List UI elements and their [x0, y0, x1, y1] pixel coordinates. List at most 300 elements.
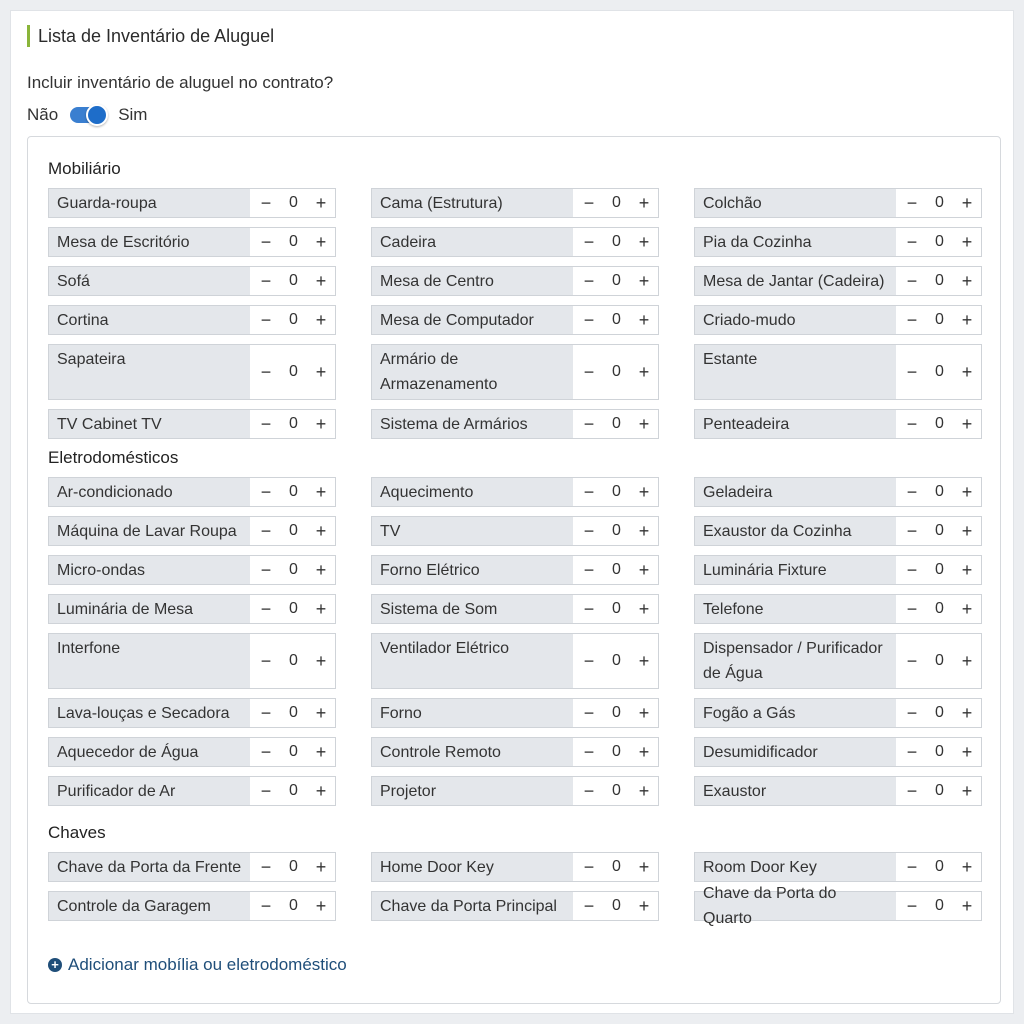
inventory-item — [694, 188, 982, 218]
quantity-stepper — [250, 345, 335, 399]
quantity-stepper — [896, 478, 981, 506]
decrement-button[interactable]: − — [906, 559, 918, 580]
decrement-button[interactable]: − — [906, 520, 918, 541]
decrement-button[interactable]: − — [583, 520, 595, 541]
inventory-panel — [27, 136, 1001, 1004]
quantity-value[interactable]: 0 — [612, 600, 621, 617]
inventory-item — [371, 852, 659, 882]
quantity-stepper — [250, 478, 335, 506]
decrement-button[interactable]: − — [906, 741, 918, 762]
inventory-item — [694, 409, 982, 439]
increment-button[interactable]: + — [961, 192, 973, 213]
item-label: Sistema de Som — [372, 595, 573, 623]
quantity-value[interactable]: 0 — [612, 311, 621, 328]
quantity-value[interactable]: 0 — [289, 311, 298, 328]
quantity-stepper — [250, 556, 335, 584]
toggle-knob[interactable] — [86, 104, 108, 126]
decrement-button[interactable]: − — [583, 559, 595, 580]
quantity-stepper — [250, 595, 335, 623]
increment-button[interactable]: + — [315, 559, 327, 580]
decrement-button[interactable]: − — [260, 702, 272, 723]
increment-button[interactable]: + — [638, 192, 650, 213]
inventory-item — [48, 477, 336, 507]
quantity-value[interactable]: 0 — [935, 743, 944, 760]
inventory-item — [48, 891, 336, 921]
quantity-stepper — [896, 410, 981, 438]
decrement-button[interactable]: − — [583, 650, 595, 671]
section-title-keys: Chaves — [48, 823, 106, 842]
increment-button[interactable]: + — [638, 413, 650, 434]
increment-button[interactable]: + — [315, 741, 327, 762]
increment-button[interactable]: + — [961, 481, 973, 502]
inventory-item — [371, 698, 659, 728]
quantity-stepper — [896, 853, 981, 881]
decrement-button[interactable]: − — [906, 231, 918, 252]
item-label: Forno — [372, 699, 573, 727]
decrement-button[interactable]: − — [260, 780, 272, 801]
inventory-item — [371, 891, 659, 921]
quantity-stepper — [896, 699, 981, 727]
quantity-stepper — [250, 410, 335, 438]
item-label: Cadeira — [372, 228, 573, 256]
decrement-button[interactable]: − — [583, 270, 595, 291]
item-label: Controle Remoto — [372, 738, 573, 766]
quantity-value[interactable]: 0 — [612, 858, 621, 875]
increment-button[interactable]: + — [315, 192, 327, 213]
increment-button[interactable]: + — [315, 598, 327, 619]
increment-button[interactable]: + — [961, 361, 973, 382]
quantity-value[interactable]: 0 — [289, 858, 298, 875]
item-label: Armário de Armazenamento — [372, 345, 573, 399]
item-label: Forno Elétrico — [372, 556, 573, 584]
decrement-button[interactable]: − — [583, 192, 595, 213]
increment-button[interactable]: + — [961, 598, 973, 619]
decrement-button[interactable]: − — [906, 650, 918, 671]
item-label: Exaustor da Cozinha — [695, 517, 896, 545]
decrement-button[interactable]: − — [583, 702, 595, 723]
decrement-button[interactable]: − — [260, 309, 272, 330]
increment-button[interactable]: + — [638, 780, 650, 801]
item-label: Desumidificador — [695, 738, 896, 766]
inventory-item — [48, 633, 336, 689]
decrement-button[interactable]: − — [260, 856, 272, 877]
increment-button[interactable]: + — [638, 702, 650, 723]
decrement-button[interactable]: − — [260, 361, 272, 382]
item-label: Home Door Key — [372, 853, 573, 881]
item-label: TV — [372, 517, 573, 545]
inventory-item — [371, 776, 659, 806]
quantity-stepper — [573, 517, 658, 545]
quantity-stepper — [573, 634, 658, 688]
item-label: Colchão — [695, 189, 896, 217]
item-label: Luminária Fixture — [695, 556, 896, 584]
quantity-stepper — [250, 738, 335, 766]
inventory-item — [371, 266, 659, 296]
decrement-button[interactable]: − — [583, 598, 595, 619]
decrement-button[interactable]: − — [260, 192, 272, 213]
quantity-value[interactable]: 0 — [612, 897, 621, 914]
item-label: Lava-louças e Secadora — [49, 699, 250, 727]
include-question: Incluir inventário de aluguel no contrato? — [27, 73, 334, 92]
quantity-stepper — [250, 267, 335, 295]
quantity-stepper — [896, 738, 981, 766]
item-label: Geladeira — [695, 478, 896, 506]
quantity-stepper — [896, 306, 981, 334]
quantity-stepper — [573, 478, 658, 506]
quantity-stepper — [250, 892, 335, 920]
add-item-label: Adicionar mobília ou eletrodoméstico — [68, 955, 347, 974]
inventory-item — [48, 344, 336, 400]
inventory-item — [371, 555, 659, 585]
increment-button[interactable]: + — [961, 231, 973, 252]
quantity-value[interactable]: 0 — [289, 561, 298, 578]
quantity-value[interactable]: 0 — [289, 652, 298, 669]
quantity-stepper — [896, 556, 981, 584]
decrement-button[interactable]: − — [260, 231, 272, 252]
increment-button[interactable]: + — [638, 309, 650, 330]
decrement-button[interactable]: − — [906, 856, 918, 877]
item-label: Sapateira — [49, 345, 250, 399]
decrement-button[interactable]: − — [583, 361, 595, 382]
increment-button[interactable]: + — [638, 520, 650, 541]
decrement-button[interactable]: − — [260, 413, 272, 434]
item-label: Aquecimento — [372, 478, 573, 506]
decrement-button[interactable]: − — [906, 361, 918, 382]
quantity-value[interactable]: 0 — [935, 704, 944, 721]
furniture-grid — [48, 188, 982, 439]
quantity-stepper — [896, 634, 981, 688]
inventory-item — [48, 737, 336, 767]
include-toggle-row — [27, 103, 147, 127]
quantity-value[interactable]: 0 — [935, 600, 944, 617]
item-label: Mesa de Jantar (Cadeira) — [695, 267, 896, 295]
section-title-furniture: Mobiliário — [48, 159, 121, 178]
item-label: Chave da Porta da Frente — [49, 853, 250, 881]
inventory-item — [694, 227, 982, 257]
quantity-stepper — [573, 410, 658, 438]
quantity-stepper — [573, 189, 658, 217]
decrement-button[interactable]: − — [583, 309, 595, 330]
include-toggle[interactable] — [70, 107, 106, 123]
increment-button[interactable]: + — [638, 231, 650, 252]
quantity-value[interactable]: 0 — [289, 483, 298, 500]
increment-button[interactable]: + — [961, 413, 973, 434]
quantity-value[interactable]: 0 — [935, 522, 944, 539]
inventory-item — [371, 594, 659, 624]
inventory-item — [694, 633, 982, 689]
inventory-item — [48, 516, 336, 546]
add-item-link[interactable] — [48, 955, 347, 975]
quantity-stepper — [896, 595, 981, 623]
increment-button[interactable]: + — [638, 650, 650, 671]
increment-button[interactable]: + — [638, 481, 650, 502]
quantity-stepper — [250, 306, 335, 334]
quantity-stepper — [573, 595, 658, 623]
decrement-button[interactable]: − — [260, 598, 272, 619]
increment-button[interactable]: + — [638, 361, 650, 382]
inventory-item — [694, 852, 982, 882]
inventory-item — [371, 409, 659, 439]
quantity-value[interactable]: 0 — [935, 897, 944, 914]
increment-button[interactable]: + — [315, 481, 327, 502]
quantity-value[interactable]: 0 — [935, 363, 944, 380]
decrement-button[interactable]: − — [260, 520, 272, 541]
quantity-stepper — [250, 853, 335, 881]
increment-button[interactable]: + — [961, 309, 973, 330]
item-label: Sistema de Armários — [372, 410, 573, 438]
decrement-button[interactable]: − — [906, 413, 918, 434]
quantity-value[interactable]: 0 — [289, 782, 298, 799]
inventory-item — [48, 698, 336, 728]
increment-button[interactable]: + — [638, 895, 650, 916]
increment-button[interactable]: + — [315, 780, 327, 801]
quantity-value[interactable]: 0 — [935, 858, 944, 875]
increment-button[interactable]: + — [638, 856, 650, 877]
item-label: Fogão a Gás — [695, 699, 896, 727]
inventory-item — [694, 776, 982, 806]
inventory-item — [48, 188, 336, 218]
quantity-stepper — [573, 699, 658, 727]
inventory-item — [694, 305, 982, 335]
inventory-item — [371, 227, 659, 257]
quantity-stepper — [250, 228, 335, 256]
quantity-value[interactable]: 0 — [935, 311, 944, 328]
inventory-item — [371, 737, 659, 767]
quantity-value[interactable]: 0 — [935, 415, 944, 432]
decrement-button[interactable]: − — [906, 702, 918, 723]
quantity-value[interactable]: 0 — [935, 272, 944, 289]
item-label: Mesa de Escritório — [49, 228, 250, 256]
item-label: Dispensador / Purificador de Água — [695, 634, 896, 688]
increment-button[interactable]: + — [315, 895, 327, 916]
item-label: Aquecedor de Água — [49, 738, 250, 766]
quantity-stepper — [250, 189, 335, 217]
item-label: Cama (Estrutura) — [372, 189, 573, 217]
quantity-stepper — [573, 306, 658, 334]
increment-button[interactable]: + — [638, 270, 650, 291]
inventory-item — [694, 477, 982, 507]
quantity-stepper — [896, 189, 981, 217]
item-label: Pia da Cozinha — [695, 228, 896, 256]
item-label: Purificador de Ar — [49, 777, 250, 805]
increment-button[interactable]: + — [315, 702, 327, 723]
inventory-item — [48, 594, 336, 624]
item-label: Projetor — [372, 777, 573, 805]
decrement-button[interactable]: − — [260, 895, 272, 916]
quantity-value[interactable]: 0 — [612, 415, 621, 432]
inventory-item — [694, 344, 982, 400]
keys-grid — [48, 852, 982, 927]
decrement-button[interactable]: − — [906, 895, 918, 916]
quantity-stepper — [896, 777, 981, 805]
increment-button[interactable]: + — [961, 780, 973, 801]
quantity-stepper — [896, 892, 981, 920]
quantity-value[interactable]: 0 — [935, 782, 944, 799]
decrement-button[interactable]: − — [906, 780, 918, 801]
increment-button[interactable]: + — [315, 650, 327, 671]
increment-button[interactable]: + — [315, 309, 327, 330]
increment-button[interactable]: + — [315, 270, 327, 291]
increment-button[interactable]: + — [961, 856, 973, 877]
quantity-value[interactable]: 0 — [289, 704, 298, 721]
quantity-stepper — [573, 345, 658, 399]
inventory-item — [694, 555, 982, 585]
quantity-value[interactable]: 0 — [612, 233, 621, 250]
item-label: Estante — [695, 345, 896, 399]
inventory-item — [48, 555, 336, 585]
item-label: Interfone — [49, 634, 250, 688]
quantity-stepper — [573, 738, 658, 766]
item-label: Micro-ondas — [49, 556, 250, 584]
quantity-stepper — [573, 853, 658, 881]
quantity-value[interactable]: 0 — [612, 522, 621, 539]
page-title: Lista de Inventário de Aluguel — [27, 25, 274, 47]
decrement-button[interactable]: − — [583, 895, 595, 916]
decrement-button[interactable]: − — [906, 192, 918, 213]
decrement-button[interactable]: − — [260, 741, 272, 762]
quantity-value[interactable]: 0 — [935, 233, 944, 250]
increment-button[interactable]: + — [961, 520, 973, 541]
item-label: Mesa de Computador — [372, 306, 573, 334]
quantity-stepper — [896, 345, 981, 399]
inventory-item — [371, 188, 659, 218]
item-label: Chave da Porta Principal — [372, 892, 573, 920]
quantity-value[interactable]: 0 — [289, 743, 298, 760]
quantity-value[interactable]: 0 — [289, 233, 298, 250]
inventory-item — [48, 227, 336, 257]
decrement-button[interactable]: − — [583, 481, 595, 502]
quantity-value[interactable]: 0 — [612, 272, 621, 289]
toggle-yes-label: Sim — [118, 105, 148, 124]
item-label: Sofá — [49, 267, 250, 295]
inventory-item — [694, 266, 982, 296]
decrement-button[interactable]: − — [583, 741, 595, 762]
decrement-button[interactable]: − — [260, 481, 272, 502]
decrement-button[interactable]: − — [260, 270, 272, 291]
quantity-value[interactable]: 0 — [289, 415, 298, 432]
quantity-value[interactable]: 0 — [935, 561, 944, 578]
inventory-item — [694, 516, 982, 546]
quantity-value[interactable]: 0 — [612, 652, 621, 669]
quantity-value[interactable]: 0 — [289, 194, 298, 211]
increment-button[interactable]: + — [315, 231, 327, 252]
decrement-button[interactable]: − — [583, 856, 595, 877]
quantity-value[interactable]: 0 — [289, 897, 298, 914]
quantity-value[interactable]: 0 — [289, 600, 298, 617]
quantity-value[interactable]: 0 — [612, 561, 621, 578]
decrement-button[interactable]: − — [906, 270, 918, 291]
item-label: Mesa de Centro — [372, 267, 573, 295]
inventory-item — [371, 516, 659, 546]
quantity-stepper — [250, 699, 335, 727]
quantity-stepper — [250, 777, 335, 805]
quantity-stepper — [573, 228, 658, 256]
quantity-stepper — [250, 634, 335, 688]
increment-button[interactable]: + — [961, 702, 973, 723]
item-label: Telefone — [695, 595, 896, 623]
item-label: Guarda-roupa — [49, 189, 250, 217]
item-label: Luminária de Mesa — [49, 595, 250, 623]
increment-button[interactable]: + — [315, 413, 327, 434]
quantity-value[interactable]: 0 — [935, 483, 944, 500]
decrement-button[interactable]: − — [583, 780, 595, 801]
item-label: Penteadeira — [695, 410, 896, 438]
inventory-item — [48, 266, 336, 296]
increment-button[interactable]: + — [638, 559, 650, 580]
inventory-item — [694, 885, 982, 927]
inventory-item — [371, 344, 659, 400]
quantity-value[interactable]: 0 — [612, 194, 621, 211]
inventory-item — [48, 305, 336, 335]
inventory-item — [48, 852, 336, 882]
item-label: Cortina — [49, 306, 250, 334]
item-label: Chave da Porta do Quarto — [695, 892, 896, 920]
decrement-button[interactable]: − — [260, 650, 272, 671]
appliances-grid — [48, 477, 982, 806]
decrement-button[interactable]: − — [906, 598, 918, 619]
quantity-value[interactable]: 0 — [935, 652, 944, 669]
increment-button[interactable]: + — [638, 741, 650, 762]
inventory-item — [371, 633, 659, 689]
item-label: Máquina de Lavar Roupa — [49, 517, 250, 545]
quantity-value[interactable]: 0 — [612, 704, 621, 721]
decrement-button[interactable]: − — [583, 413, 595, 434]
item-label: Ar-condicionado — [49, 478, 250, 506]
increment-button[interactable]: + — [638, 598, 650, 619]
quantity-stepper — [573, 777, 658, 805]
increment-button[interactable]: + — [961, 559, 973, 580]
quantity-value[interactable]: 0 — [289, 522, 298, 539]
inventory-item — [371, 477, 659, 507]
item-label: Controle da Garagem — [49, 892, 250, 920]
item-label: Criado-mudo — [695, 306, 896, 334]
inventory-item — [694, 737, 982, 767]
quantity-stepper — [573, 267, 658, 295]
quantity-value[interactable]: 0 — [289, 272, 298, 289]
increment-button[interactable]: + — [315, 856, 327, 877]
quantity-value[interactable]: 0 — [612, 782, 621, 799]
inventory-item — [371, 305, 659, 335]
quantity-value[interactable]: 0 — [612, 363, 621, 380]
increment-button[interactable]: + — [961, 741, 973, 762]
increment-button[interactable]: + — [961, 895, 973, 916]
plus-circle-icon: + — [48, 958, 62, 972]
increment-button[interactable]: + — [961, 650, 973, 671]
quantity-value[interactable]: 0 — [612, 743, 621, 760]
quantity-value[interactable]: 0 — [289, 363, 298, 380]
decrement-button[interactable]: − — [906, 309, 918, 330]
quantity-stepper — [896, 517, 981, 545]
section-title-appliances: Eletrodomésticos — [48, 448, 179, 467]
item-label: Room Door Key — [695, 853, 896, 881]
quantity-stepper — [896, 267, 981, 295]
quantity-value[interactable]: 0 — [612, 483, 621, 500]
quantity-value[interactable]: 0 — [935, 194, 944, 211]
decrement-button[interactable]: − — [583, 231, 595, 252]
increment-button[interactable]: + — [961, 270, 973, 291]
decrement-button[interactable]: − — [260, 559, 272, 580]
item-label: Ventilador Elétrico — [372, 634, 573, 688]
decrement-button[interactable]: − — [906, 481, 918, 502]
item-label: Exaustor — [695, 777, 896, 805]
quantity-stepper — [896, 228, 981, 256]
increment-button[interactable]: + — [315, 520, 327, 541]
increment-button[interactable]: + — [315, 361, 327, 382]
item-label: TV Cabinet TV — [49, 410, 250, 438]
inventory-page — [10, 10, 1014, 1014]
quantity-stepper — [573, 892, 658, 920]
inventory-item — [48, 409, 336, 439]
